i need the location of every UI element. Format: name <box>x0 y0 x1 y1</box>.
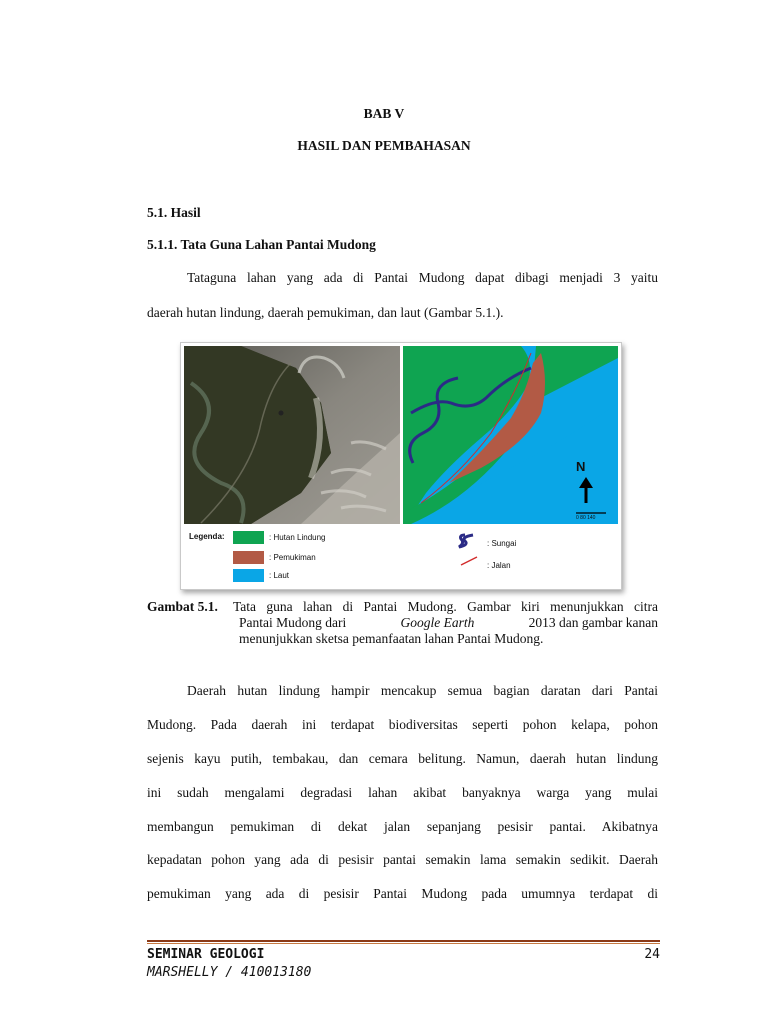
body-line-5: membangun pemukiman di dekat jalan sepanjang pesisir pantai. Akibatnya <box>147 819 658 834</box>
section-heading: 5.1. Hasil <box>147 205 201 220</box>
satellite-image <box>184 346 400 524</box>
footer-rule-thin <box>147 943 660 944</box>
body-line-1: Daerah hutan lindung hampir mencakup semua bagian daratan dari Pantai <box>187 683 658 698</box>
intro-line-1: Tataguna lahan yang ada di Pantai Mudong dapat dibagi menjadi 3 yaitu <box>187 270 658 285</box>
legend-label-settlement: : Pemukiman <box>269 553 316 562</box>
caption-label: Gambat 5.1. <box>147 599 218 614</box>
caption-line-3: menunjukkan sketsa pemanfaatan lahan Pantai Mudong. <box>239 631 544 646</box>
body-line-4: ini sudah mengalami degradasi lahan akibat banyaknya warga yang mulai <box>147 785 658 800</box>
caption-google-earth: Google Earth <box>400 615 475 630</box>
body-line-7: pemukiman yang ada di pesisir Pantai Mudong pada umumnya terdapat di <box>147 886 658 901</box>
intro-line-2: daerah hutan lindung, daerah pemukiman, dan laut (Gambar 5.1.). <box>147 305 504 320</box>
footer-rule <box>147 940 660 942</box>
chapter-title: HASIL DAN PEMBAHASAN <box>297 138 471 153</box>
caption-line-2 <box>239 615 658 631</box>
land-use-sketch <box>403 346 618 524</box>
figure-graphics <box>181 343 621 589</box>
footer-title: SEMINAR GEOLOGI <box>147 947 265 962</box>
page-number: 24 <box>644 947 660 962</box>
figure-land-use <box>180 342 622 590</box>
body-line-6: kepadatan pohon yang ada di pesisir pantai semakin lama semakin sedikit. Daerah <box>147 852 658 867</box>
caption-line-2-a: Pantai Mudong dari <box>239 615 347 630</box>
caption-line-1: Tata guna lahan di Pantai Mudong. Gambar kiri menunjukkan citra <box>233 599 658 614</box>
north-label: N <box>576 459 586 474</box>
legend-label-forest: : Hutan Lindung <box>269 533 326 542</box>
legend-label-sea: : Laut <box>269 571 290 580</box>
legend-label-road: : Jalan <box>487 561 511 570</box>
caption-line-2-b: 2013 dan gambar kanan <box>528 615 658 630</box>
body-line-2: Mudong. Pada daerah ini terdapat biodiversitas seperti pohon kelapa, pohon <box>147 717 658 732</box>
body-line-3: sejenis kayu putih, tembakau, dan cemara belitung. Namun, daerah hutan lindung <box>147 751 658 766</box>
chapter-number: BAB V <box>363 106 405 121</box>
legend-title: Legenda: <box>189 532 225 541</box>
subsection-heading: 5.1.1. Tata Guna Lahan Pantai Mudong <box>147 237 376 252</box>
scale-label: 0 80 140 <box>576 515 596 521</box>
footer-author: MARSHELLY / 410013180 <box>147 965 312 980</box>
legend-label-river: : Sungai <box>487 539 517 548</box>
